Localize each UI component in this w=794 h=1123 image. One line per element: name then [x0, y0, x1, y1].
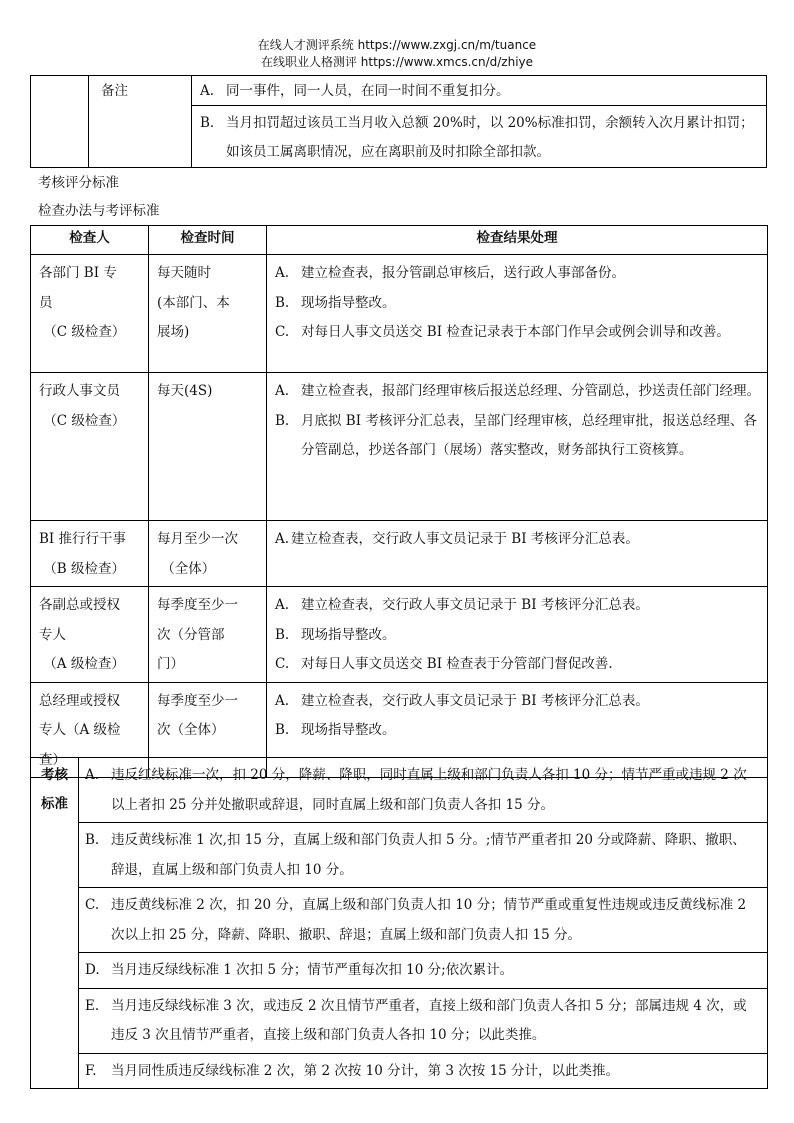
time-cell: 每季度至少一 次（分管部 门）: [149, 587, 267, 683]
criteria-item: [79, 758, 768, 823]
item-text: 建立检查表，交行政人事文员记录于 BI 考核评分汇总表。: [291, 531, 639, 547]
inspection-row: [31, 255, 768, 373]
remarks-table: [30, 75, 767, 168]
item-label: F.: [85, 1062, 97, 1079]
item-label: A.: [85, 767, 100, 783]
criteria-label: 考核 标准: [31, 758, 79, 1089]
item-text: 建立检查表，报分管副总审核后，送行政人事部备份。: [301, 265, 625, 281]
remarks-blank-cell: [31, 76, 89, 168]
item-text: 违反黄线标准 2 次，扣 20 分，直属上级和部门负责人扣 10 分；情节严重或重复性违规或违反黄线标准 2 次以上扣 25 分，降薪、降职、撤职、辞退；直属上级和部门负责人扣 15 分。: [111, 897, 747, 943]
inspector-cell: 行政人事文员 （C 级检查）: [31, 373, 149, 521]
item-label: B.: [275, 294, 290, 311]
time-cell: 每季度至少一 次（全体）: [149, 682, 267, 778]
remarks-item-a: [192, 76, 767, 106]
item-label: C.: [85, 897, 100, 913]
remarks-item-b-text: 当月扣罚超过该员工当月收入总额 20%时，以 20%标准扣罚，余额转入次月累计扣罚；如该员工属离职情况，应在离职前及时扣除全部扣款。: [226, 115, 754, 160]
time-cell: 每月至少一次 （全体）: [149, 521, 267, 587]
inspection-row: [31, 587, 768, 683]
item-text: 现场指导整改。: [301, 626, 396, 643]
section-title-scoring: 考核评分标准: [38, 175, 119, 191]
item-text: 建立检查表，报部门经理审核后报送总经理、分管副总，抄送责任部门经理。: [301, 383, 760, 399]
criteria-item: [79, 823, 768, 888]
criteria-item: [79, 953, 768, 989]
inspection-table: [30, 225, 768, 778]
criteria-table: [30, 757, 768, 1089]
item-text: 对每日人事文员送交 BI 检查记录表于本部门作早会或例会训导和改善。: [301, 324, 730, 340]
result-cell: [267, 587, 768, 683]
inspection-header-row: [31, 226, 768, 255]
item-text: 当月违反绿线标准 1 次扣 5 分；情节严重每次扣 10 分;依次累计。: [111, 962, 514, 978]
item-label: A.: [275, 597, 290, 613]
item-label: C.: [275, 656, 290, 672]
item-label: B.: [275, 412, 290, 429]
inspector-cell: 各部门 BI 专 员 （C 级检查）: [31, 255, 149, 373]
inspection-row: [31, 521, 768, 587]
header-result: 检查结果处理: [267, 226, 768, 255]
result-cell: [267, 373, 768, 521]
item-text: 现场指导整改。: [301, 294, 396, 311]
item-label: C.: [275, 324, 290, 340]
item-label: A.: [275, 692, 290, 709]
remarks-item-b-label: B.: [200, 115, 215, 131]
result-cell: [267, 255, 768, 373]
item-text: 当月违反绿线标准 3 次，或违反 2 次且情节严重者，直接上级和部门负责人各扣 5 分；部属违规 4 次，或违反 3 次且情节严重者，直接上级和部门负责人各扣 10 分；以此类推。: [111, 997, 747, 1043]
criteria-item: [79, 988, 768, 1053]
item-text: 当月同性质违反绿线标准 2 次，第 2 次按 10 分计，第 3 次按 15 分计，以此类推。: [111, 1062, 620, 1079]
item-label: A.: [275, 265, 290, 281]
section-title-inspection: 检查办法与考评标准: [38, 203, 160, 219]
item-text: 违反黄线标准 1 次,扣 15 分，直属上级和部门负责人扣 5 分。;情节严重者扣 20 分或降薪、降职、撤职、辞退，直属上级和部门负责人扣 10 分。: [111, 832, 746, 878]
item-label: E.: [85, 997, 100, 1014]
page-header: [0, 37, 794, 71]
item-label: B.: [275, 722, 290, 738]
result-cell: [267, 521, 768, 587]
inspector-cell: 总经理或授权 专人（A 级检 查）: [31, 682, 149, 778]
time-cell: 每天(4S): [149, 373, 267, 521]
header-inspector: 检查人: [31, 226, 149, 255]
item-text: 违反红线标准一次，扣 20 分，降薪、降职，同时直属上级和部门负责人各扣 10 分；情节严重或违规 2 次以上者扣 25 分并处撤职或辞退，同时直属上级和部门负责人各扣 15 分。: [111, 767, 747, 813]
item-text: 现场指导整改。: [301, 722, 396, 738]
inspection-row: [31, 373, 768, 521]
item-text: 建立检查表，交行政人事文员记录于 BI 考核评分汇总表。: [301, 597, 649, 613]
item-label: A.: [275, 383, 290, 399]
item-text: 月底拟 BI 考核评分汇总表，呈部门经理审核，总经理审批，报送总经理、各分管副总，抄送各部门（展场）落实整改，财务部执行工资核算。: [301, 412, 757, 458]
item-label: B.: [85, 832, 100, 848]
remarks-item-a-text: 同一事件，同一人员，在同一时间不重复扣分。: [226, 83, 510, 99]
item-text: 对每日人事文员送交 BI 检查表于分管部门督促改善.: [301, 656, 613, 672]
item-label: B.: [275, 626, 290, 643]
time-cell: 每天随时 (本部门、本 展场): [149, 255, 267, 373]
header-line-1: 在线人才测评系统 https://www.zxgj.cn/m/tuance: [257, 38, 537, 52]
inspector-cell: BI 推行行干事 （B 级检查）: [31, 521, 149, 587]
item-label: D.: [85, 962, 100, 978]
criteria-item: [79, 888, 768, 953]
remarks-item-b: [192, 106, 767, 168]
inspector-cell: 各副总或授权 专人 （A 级检查）: [31, 587, 149, 683]
header-line-2: 在线职业人格测评 https://www.xmcs.cn/d/zhiye: [260, 55, 534, 69]
header-time: 检查时间: [149, 226, 267, 255]
criteria-item: [79, 1053, 768, 1089]
item-label: A.: [275, 531, 290, 547]
remarks-label: 备注: [89, 76, 192, 168]
item-text: 建立检查表，交行政人事文员记录于 BI 考核评分汇总表。: [301, 692, 649, 709]
remarks-item-a-label: A.: [200, 83, 215, 99]
